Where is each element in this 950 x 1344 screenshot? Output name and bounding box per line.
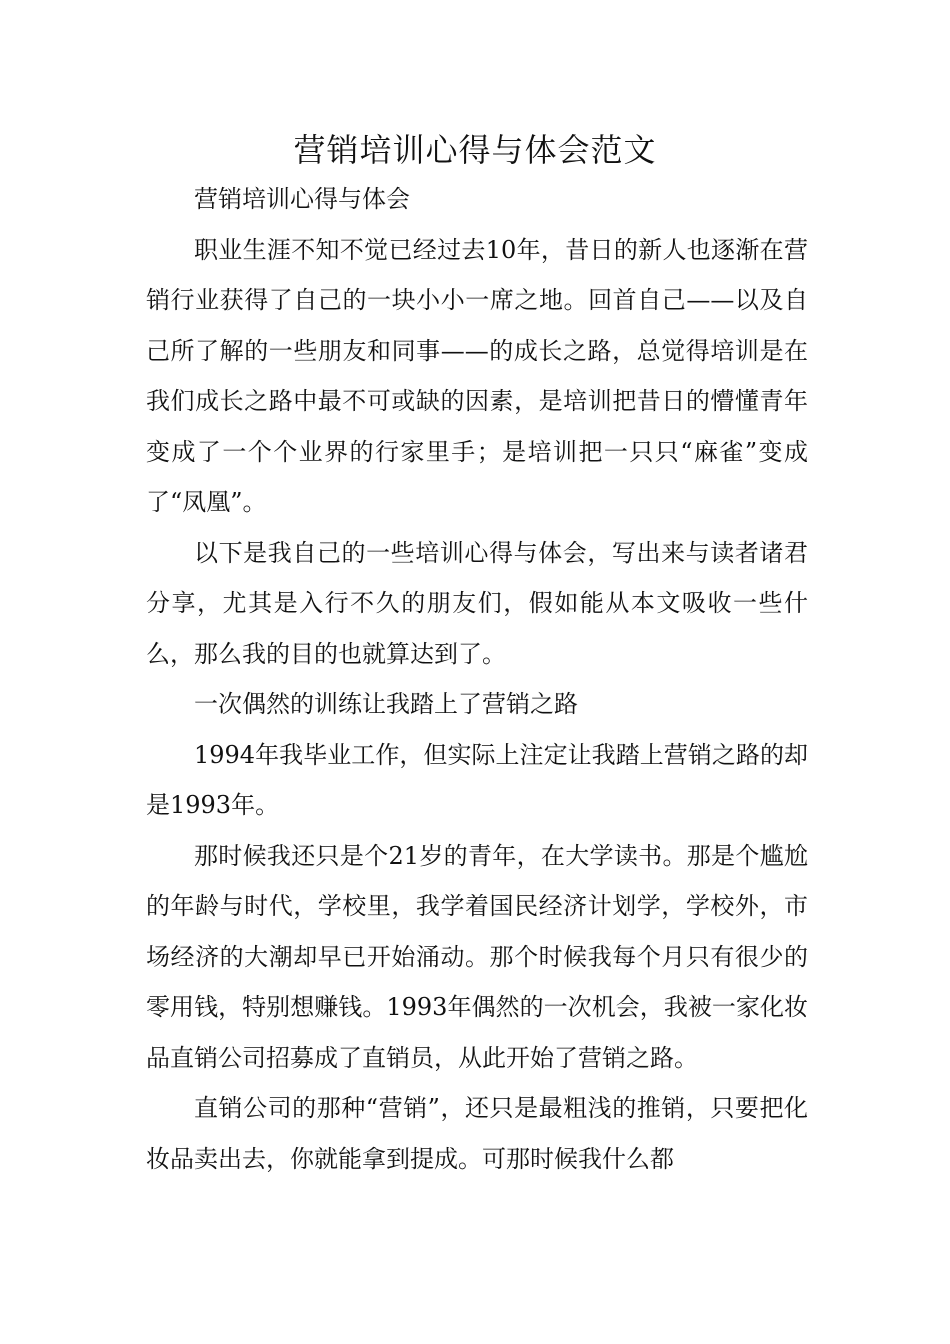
document-title: 营销培训心得与体会范文 [293, 131, 657, 169]
section-heading: 一次偶然的训练让我踏上了营销之路 [194, 690, 578, 718]
paragraph-1994: 1994年我毕业工作，但实际上注定让我踏上营销之路的却是1993年。 [146, 740, 808, 819]
paragraph-student-years: 那时候我还只是个21岁的青年，在大学读书。那是个尴尬的年龄与时代，学校里，我学着国民经济计划学，学校外，市场经济的大潮却早已开始涌动。那个时候我每个月只有很少的零用钱，特别想赚钱。1993年偶然的一次机会，我被一家化妆品直销公司招募成了直销员，从此开始了营销之路。 [146, 841, 808, 1072]
document-body [146, 174, 808, 1184]
paragraph-career-intro: 职业生涯不知不觉已经过去10年，昔日的新人也逐渐在营销行业获得了自己的一块小小一席之地。回首自己——以及自己所了解的一些朋友和同事——的成长之路，总觉得培训是在我们成长之路中最不可或缺的因素，是培训把昔日的懵懂青年变成了一个个业界的行家里手；是培训把一只只“麻雀”变成了“凤凰”。 [146, 235, 808, 516]
paragraph-sharing: 以下是我自己的一些培训心得与体会，写出来与读者诸君分享，尤其是入行不久的朋友们，假如能从本文吸收一些什么，那么我的目的也就算达到了。 [146, 538, 808, 668]
section-subtitle: 营销培训心得与体会 [194, 185, 410, 213]
paragraph-direct-sales: 直销公司的那种“营销”，还只是最粗浅的推销，只要把化妆品卖出去，你就能拿到提成。可那时候我什么都 [146, 1094, 808, 1173]
